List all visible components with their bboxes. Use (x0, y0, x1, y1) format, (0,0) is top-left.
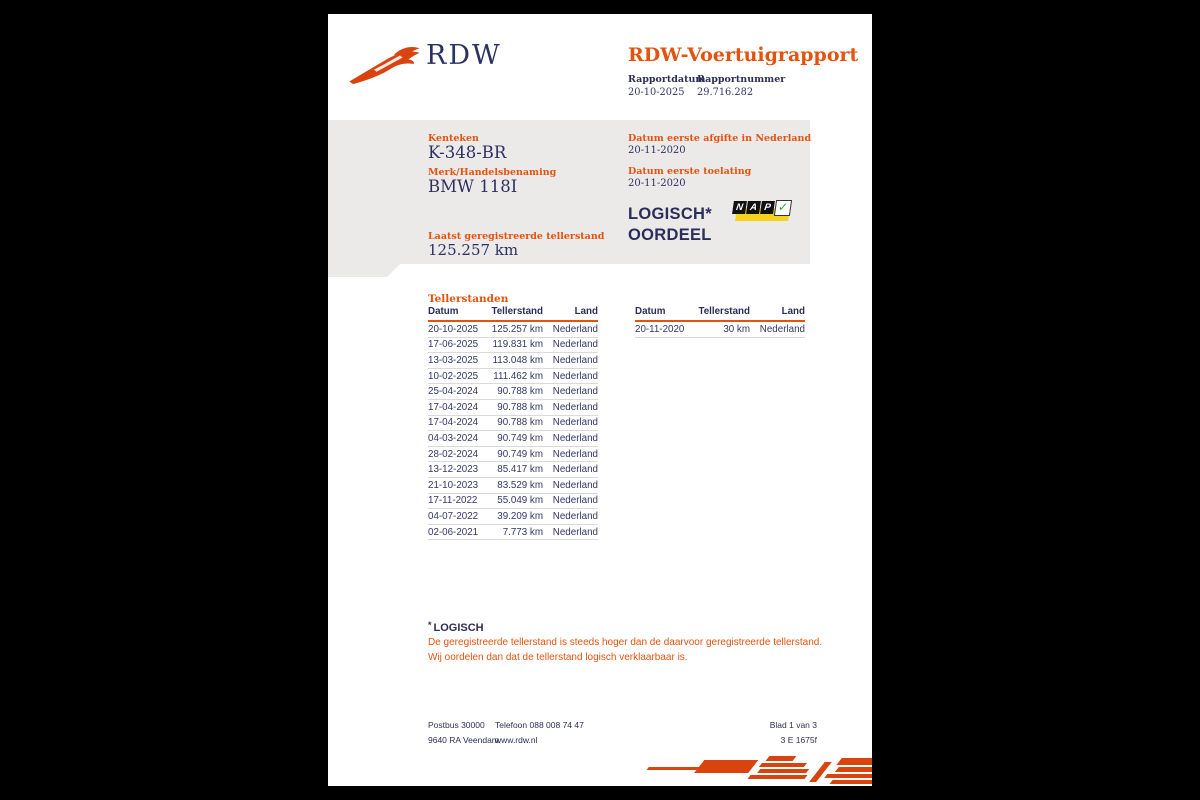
nap-letter-a: A (746, 201, 761, 214)
table-row (428, 431, 598, 447)
toelating-label: Datum eerste toelating (628, 166, 752, 177)
table-cell: Nederland (543, 399, 598, 415)
rdw-logo-icon (348, 36, 426, 88)
table-cell: 21-10-2023 (428, 477, 490, 493)
table-cell: 119.831 km (490, 337, 543, 353)
report-date-value: 20-10-2025 (628, 87, 685, 98)
footer-page-number: Blad 1 van 3 (769, 720, 817, 730)
table-row (428, 337, 598, 353)
table-cell: 90.749 km (490, 446, 543, 462)
odometer-table-secondary (635, 306, 805, 338)
table-row (428, 353, 598, 369)
table-cell: 55.049 km (490, 493, 543, 509)
table-cell: 113.048 km (490, 353, 543, 369)
oordeel-line1: LOGISCH* (628, 205, 712, 223)
footer-postbus: Postbus 30000 (428, 720, 485, 730)
merk-value: BMW 118I (428, 177, 518, 196)
report-number-value: 29.716.282 (697, 87, 754, 98)
nap-letter-n: N (732, 201, 747, 214)
column-header-land: Land (750, 306, 805, 321)
table-cell: 13-03-2025 (428, 353, 490, 369)
table-row (428, 462, 598, 478)
table-header-row (635, 306, 805, 321)
table-cell: 30 km (697, 321, 750, 337)
table-row (635, 321, 805, 337)
table-row (428, 399, 598, 415)
column-header-tellerstand: Tellerstand (697, 306, 750, 321)
rdw-wordmark: RDW (426, 40, 502, 71)
table-cell: 10-02-2025 (428, 368, 490, 384)
table-row (428, 446, 598, 462)
table-cell: 17-04-2024 (428, 415, 490, 431)
rdw-stripes-decoration (627, 754, 872, 786)
table-cell: 83.529 km (490, 477, 543, 493)
table-cell: 04-07-2022 (428, 509, 490, 525)
table-cell: Nederland (543, 384, 598, 400)
footer-form-code: 3 E 1675f (780, 735, 817, 745)
table-cell: 111.462 km (490, 368, 543, 384)
table-row (428, 415, 598, 431)
table-cell: Nederland (543, 431, 598, 447)
table-cell: Nederland (543, 509, 598, 525)
footer-address (428, 718, 499, 748)
table-cell: 20-10-2025 (428, 321, 490, 337)
table-cell: Nederland (543, 477, 598, 493)
table-cell: 17-06-2025 (428, 337, 490, 353)
table-cell: 02-06-2021 (428, 524, 490, 540)
table-row (428, 509, 598, 525)
table-cell: 17-11-2022 (428, 493, 490, 509)
tellerstanden-heading: Tellerstanden (428, 293, 509, 305)
table-cell: 90.749 km (490, 431, 543, 447)
logisch-footnote-title (428, 620, 484, 634)
kenteken-label: Kenteken (428, 133, 479, 144)
table-row (428, 321, 598, 337)
column-header-tellerstand: Tellerstand (490, 306, 543, 321)
column-header-datum: Datum (635, 306, 697, 321)
table-cell: 90.788 km (490, 384, 543, 400)
table-cell: Nederland (750, 321, 805, 337)
table-cell: Nederland (543, 415, 598, 431)
table-cell: 28-02-2024 (428, 446, 490, 462)
table-cell: Nederland (543, 337, 598, 353)
report-date-label: Rapportdatum (628, 74, 706, 85)
table-cell: 20-11-2020 (635, 321, 697, 337)
table-cell: Nederland (543, 353, 598, 369)
afgifte-value: 20-11-2020 (628, 145, 686, 156)
tellerstand-value: 125.257 km (428, 241, 519, 259)
table-cell: 04-03-2024 (428, 431, 490, 447)
table-cell: Nederland (543, 321, 598, 337)
table-row (428, 384, 598, 400)
toelating-value: 20-11-2020 (628, 178, 686, 189)
table-cell: Nederland (543, 368, 598, 384)
table-cell: 39.209 km (490, 509, 543, 525)
table-row (428, 524, 598, 540)
table-cell: 90.788 km (490, 415, 543, 431)
table-cell: Nederland (543, 493, 598, 509)
odometer-table-main (428, 306, 598, 540)
merk-label: Merk/Handelsbenaming (428, 167, 557, 178)
table-cell: Nederland (543, 524, 598, 540)
footer-city: 9640 RA Veendam (428, 735, 499, 745)
afgifte-label: Datum eerste afgifte in Nederland (628, 133, 812, 144)
table-cell: Nederland (543, 446, 598, 462)
table-cell: 90.788 km (490, 399, 543, 415)
kenteken-value: K-348-BR (428, 143, 507, 162)
report-number-label: Rapportnummer (697, 74, 786, 85)
column-header-datum: Datum (428, 306, 490, 321)
footer-website[interactable]: www.rdw.nl (495, 735, 538, 745)
table-row (428, 368, 598, 384)
nap-logo (733, 200, 791, 224)
report-title: RDW-Voertuigrapport (628, 44, 859, 66)
table-row (428, 477, 598, 493)
table-cell: 17-04-2024 (428, 399, 490, 415)
footer-contact (495, 718, 584, 748)
table-cell: 7.773 km (490, 524, 543, 540)
document-page (328, 14, 872, 786)
table-cell: 85.417 km (490, 462, 543, 478)
table-cell: Nederland (543, 462, 598, 478)
nap-check-icon: ✓ (774, 200, 792, 216)
oordeel-line2: OORDEEL (628, 226, 712, 244)
table-cell: 13-12-2023 (428, 462, 490, 478)
table-cell: 125.257 km (490, 321, 543, 337)
footer-phone: Telefoon 088 008 74 47 (495, 720, 584, 730)
tellerstand-label: Laatst geregistreerde tellerstand (428, 231, 605, 242)
nap-letter-p: P (760, 201, 775, 214)
footnote-asterisk: * (428, 620, 432, 630)
footnote-title-text: LOGISCH (433, 622, 484, 634)
column-header-land: Land (543, 306, 598, 321)
logisch-footnote-text: De geregistreerde tellerstand is steeds hoger dan de daarvoor geregistreerde tellerstand. Wij oordelen dan dat de tellerstand logisch verklaarbaar is. (428, 637, 823, 663)
footer-page-info (770, 718, 817, 748)
table-row (428, 493, 598, 509)
table-cell: 25-04-2024 (428, 384, 490, 400)
table-header-row (428, 306, 598, 321)
